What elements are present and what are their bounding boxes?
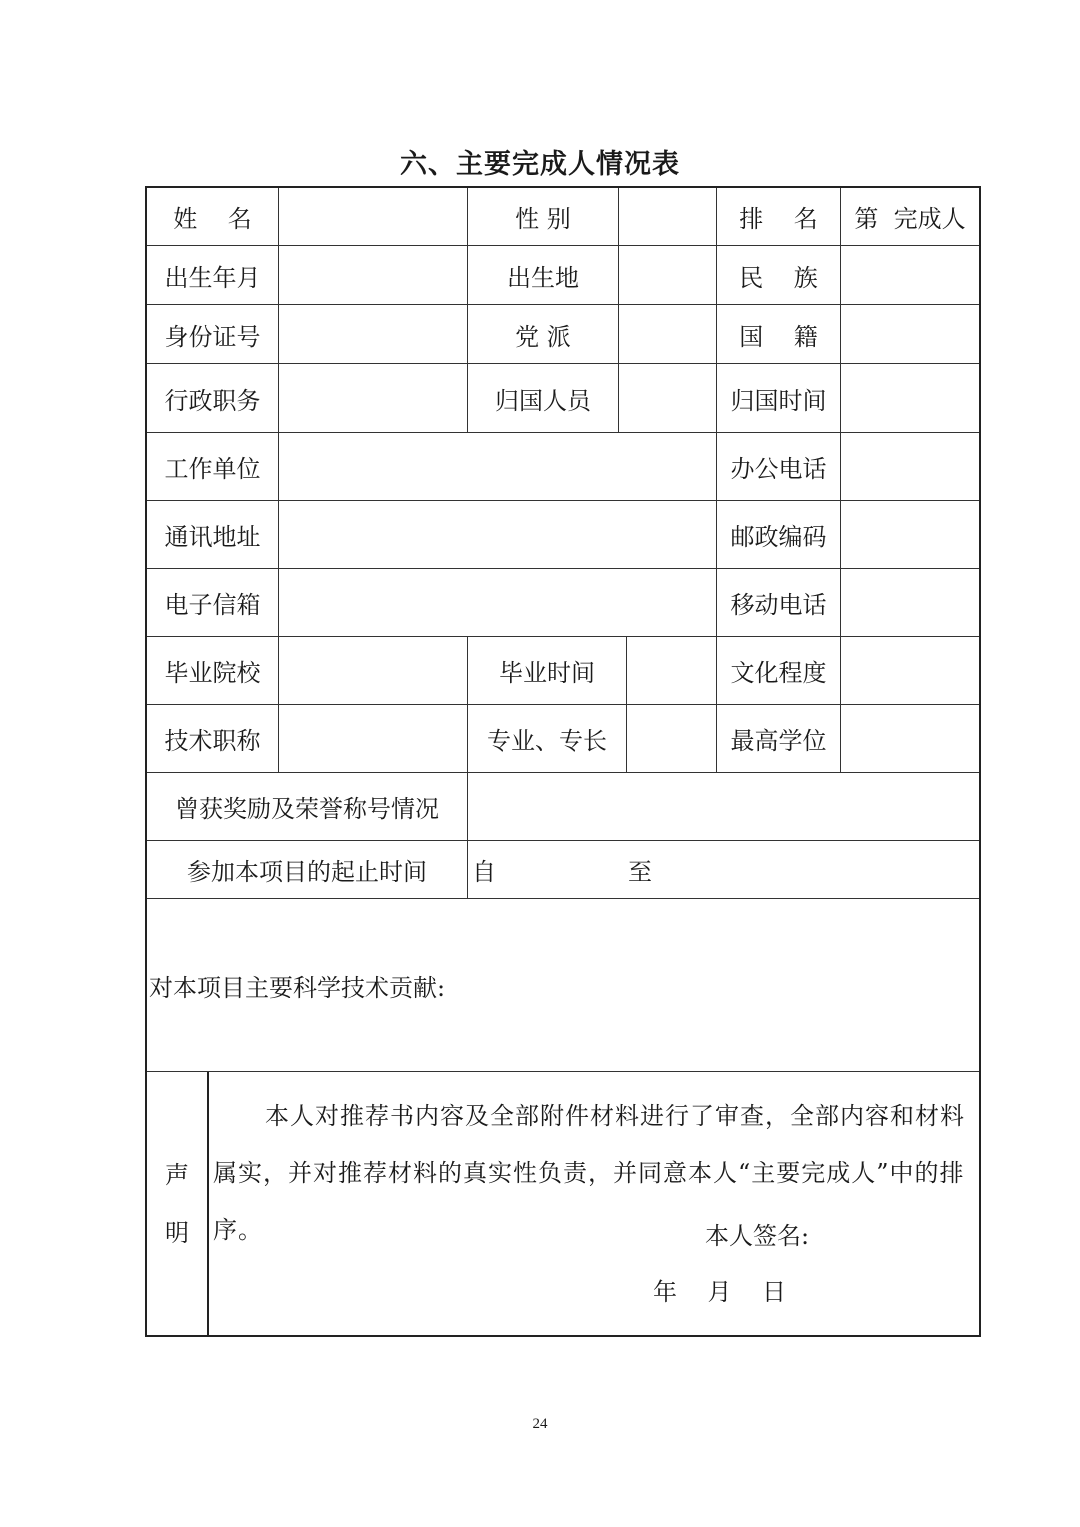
- page-title: 六、主要完成人情况表: [400, 149, 680, 180]
- education-label: 文化程度: [717, 637, 841, 705]
- nationality-field[interactable]: [841, 305, 979, 364]
- declaration-text: 本人对推荐书内容及全部附件材料进行了审查，全部内容和材料属实，并对推荐材料的真实性负责，并同意本人“主要完成人”中的排序。: [213, 1102, 965, 1244]
- rank-field[interactable]: 第 完成人: [841, 188, 979, 246]
- period-from-label: 自: [472, 858, 496, 886]
- degree-label: 最高学位: [717, 705, 841, 773]
- id-number-label: 身份证号: [147, 305, 279, 364]
- period-to-label: 至: [628, 858, 652, 886]
- employer-label: 工作单位: [147, 433, 279, 501]
- postcode-label: 邮政编码: [717, 501, 841, 569]
- tech-title-label: 技术职称: [147, 705, 279, 773]
- school-label: 毕业院校: [147, 637, 279, 705]
- project-period-field[interactable]: [468, 841, 979, 899]
- party-label: 党 派: [468, 305, 619, 364]
- party-field[interactable]: [619, 305, 717, 364]
- awards-field[interactable]: [468, 773, 979, 841]
- declaration-header: [147, 1072, 209, 1335]
- mobile-label: 移动电话: [717, 569, 841, 637]
- birth-date-label: 出生年月: [147, 246, 279, 305]
- birthplace-label: 出生地: [468, 246, 619, 305]
- gender-label: 性 别: [468, 188, 619, 246]
- project-period-label: 参加本项目的起止时间: [147, 841, 468, 899]
- declaration-char-2: 明: [165, 1218, 189, 1247]
- admin-position-label: 行政职务: [147, 364, 279, 433]
- office-phone-field[interactable]: [841, 433, 979, 501]
- school-field[interactable]: [279, 637, 468, 705]
- tech-title-field[interactable]: [279, 705, 468, 773]
- graduation-time-field[interactable]: [627, 637, 717, 705]
- page-number: 24: [532, 1416, 548, 1432]
- gender-field[interactable]: [619, 188, 717, 246]
- admin-position-field[interactable]: [279, 364, 468, 433]
- birth-date-field[interactable]: [279, 246, 468, 305]
- nationality-label: 国 籍: [717, 305, 841, 364]
- office-phone-label: 办公电话: [717, 433, 841, 501]
- return-time-label: 归国时间: [717, 364, 841, 433]
- email-field[interactable]: [279, 569, 717, 637]
- email-label: 电子信箱: [147, 569, 279, 637]
- education-field[interactable]: [841, 637, 979, 705]
- major-label: 专业、专长: [468, 705, 627, 773]
- name-label: 姓 名: [147, 188, 279, 246]
- contribution-field[interactable]: [147, 899, 979, 1072]
- return-time-field[interactable]: [841, 364, 979, 433]
- signature-label: 本人签名:: [705, 1222, 810, 1250]
- contribution-label: 对本项目主要科学技术贡献:: [149, 973, 446, 1002]
- employer-field[interactable]: [279, 433, 717, 501]
- ethnicity-field[interactable]: [841, 246, 979, 305]
- rank-label: 排 名: [717, 188, 841, 246]
- returnee-field[interactable]: [619, 364, 717, 433]
- declaration-char-1: 声: [165, 1160, 189, 1189]
- address-field[interactable]: [279, 501, 717, 569]
- degree-field[interactable]: [841, 705, 979, 773]
- graduation-time-label: 毕业时间: [468, 637, 627, 705]
- birthplace-field[interactable]: [619, 246, 717, 305]
- awards-label: 曾获奖励及荣誉称号情况: [147, 773, 468, 841]
- declaration-body: [209, 1072, 979, 1337]
- mobile-field[interactable]: [841, 569, 979, 637]
- name-field[interactable]: [279, 188, 468, 246]
- ethnicity-label: 民 族: [717, 246, 841, 305]
- signature-date-label: 年 月 日: [653, 1278, 787, 1306]
- id-number-field[interactable]: [279, 305, 468, 364]
- address-label: 通讯地址: [147, 501, 279, 569]
- returnee-label: 归国人员: [468, 364, 619, 433]
- postcode-field[interactable]: [841, 501, 979, 569]
- major-field[interactable]: [627, 705, 717, 773]
- form-table: [145, 186, 981, 1337]
